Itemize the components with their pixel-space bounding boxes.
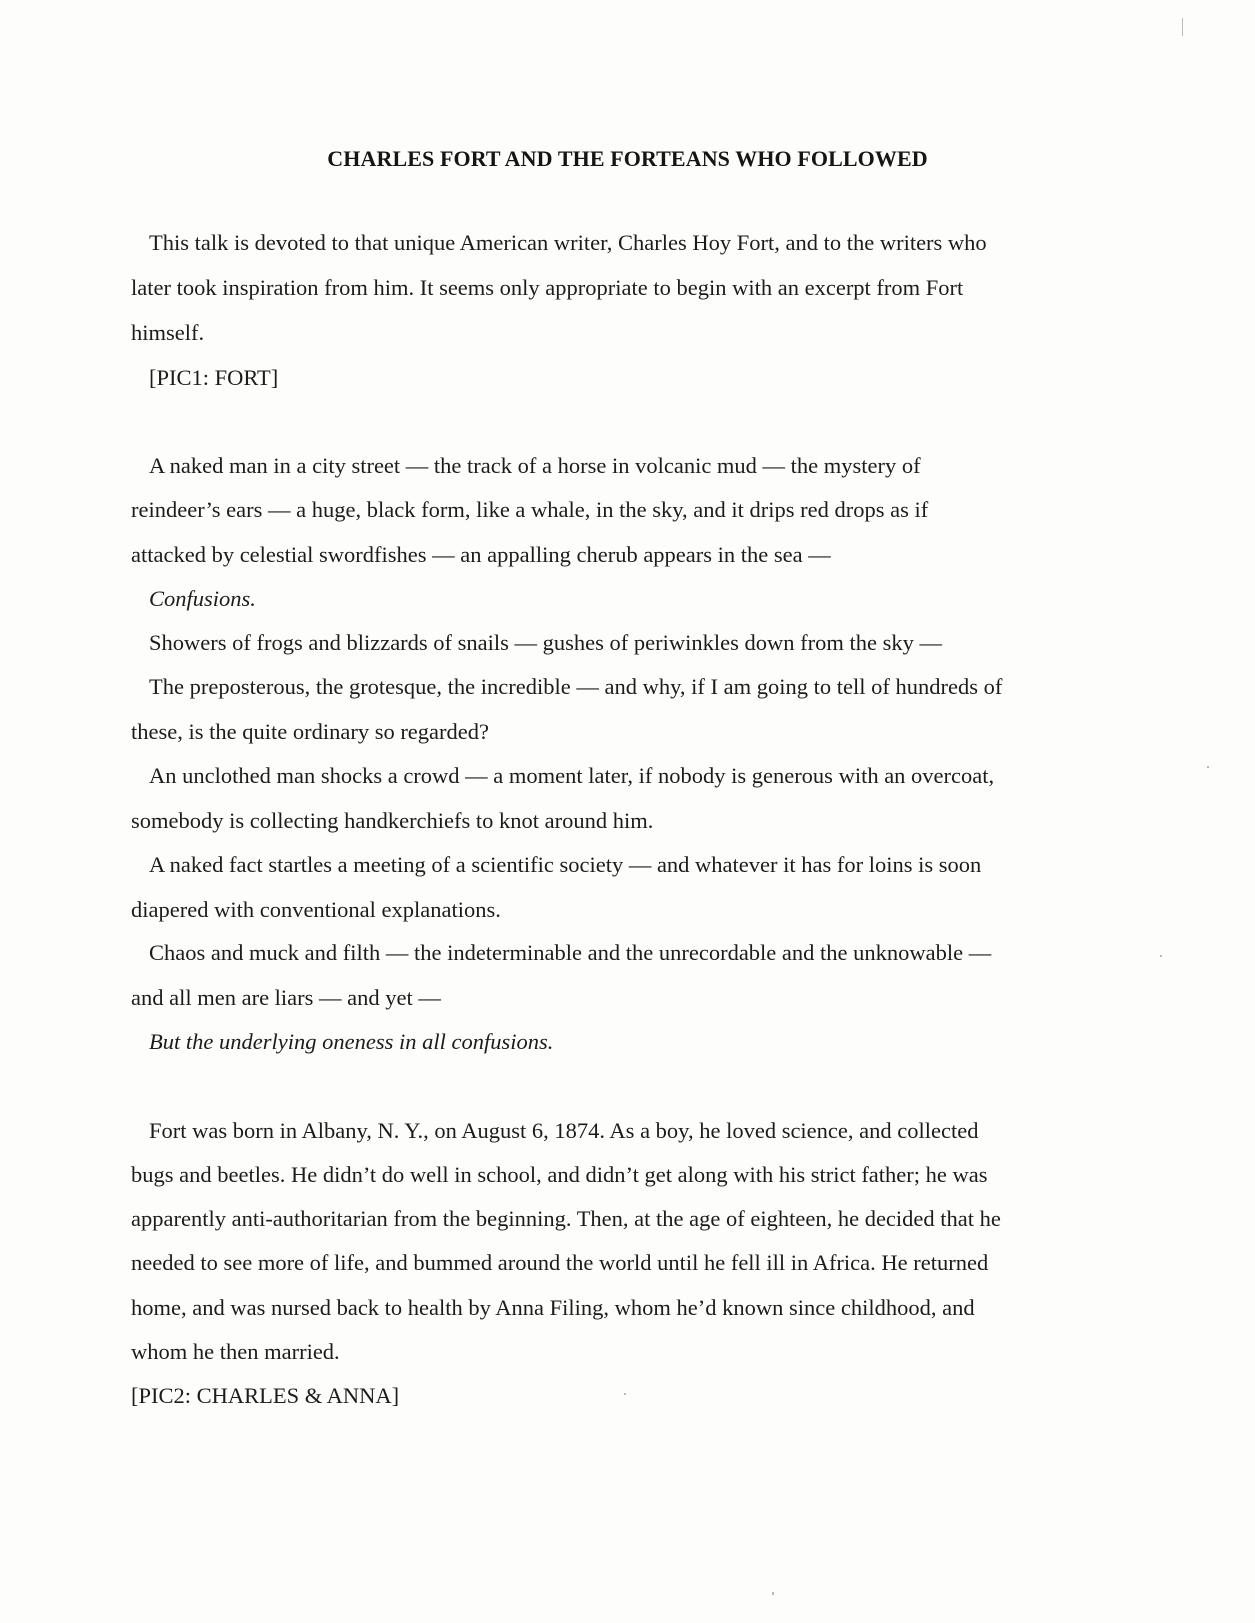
excerpt-line-10: A naked fact startles a meeting of a scientific society — and whatever it has for loins is soon [149,852,982,877]
pic2-placeholder: [PIC2: CHARLES & ANNA] [131,1383,400,1408]
scan-speck [624,1393,626,1395]
bio-line-6: whom he then married. [131,1339,340,1364]
excerpt-line-6: The preposterous, the grotesque, the incredible — and why, if I am going to tell of hundreds of [149,674,1003,699]
intro-line-1: This talk is devoted to that unique American writer, Charles Hoy Fort, and to the writers who [149,230,987,255]
bio-line-2: bugs and beetles. He didn’t do well in school, and didn’t get along with his strict father; he was [131,1162,988,1187]
excerpt-line-13: and all men are liars — and yet — [131,985,441,1010]
scan-speck [1207,766,1209,768]
scan-speck [1160,955,1162,957]
excerpt-line-1: A naked man in a city street — the track of a horse in volcanic mud — the mystery of [149,453,921,478]
excerpt-confusions: Confusions. [149,586,256,611]
excerpt-line-2: reindeer’s ears — a huge, black form, like a whale, in the sky, and it drips red drops as if [131,497,929,522]
excerpt-line-3: attacked by celestial swordfishes — an appalling cherub appears in the sea — [131,542,831,567]
bio-line-1: Fort was born in Albany, N. Y., on August 6, 1874. As a boy, he loved science, and collected [149,1118,979,1143]
scan-speck [772,1592,774,1595]
intro-line-3: himself. [131,320,205,345]
excerpt-line-11: diapered with conventional explanations. [131,897,501,922]
bio-line-3: apparently anti-authoritarian from the beginning. Then, at the age of eighteen, he decided that he [131,1206,1001,1231]
intro-line-2: later took inspiration from him. It seems only appropriate to begin with an excerpt from Fort [131,275,964,300]
excerpt-line-5: Showers of frogs and blizzards of snails — gushes of periwinkles down from the sky — [149,630,942,655]
excerpt-line-8: An unclothed man shocks a crowd — a moment later, if nobody is generous with an overcoat, [149,763,995,788]
document-title: CHARLES FORT AND THE FORTEANS WHO FOLLOWED [327,146,928,171]
bio-line-4: needed to see more of life, and bummed around the world until he fell ill in Africa. He returned [131,1250,989,1275]
scan-mark [1182,18,1183,36]
excerpt-line-9: somebody is collecting handkerchiefs to knot around him. [131,808,654,833]
excerpt-line-12: Chaos and muck and filth — the indeterminable and the unrecordable and the unknowable — [149,940,992,965]
pic1-placeholder: [PIC1: FORT] [149,365,279,390]
bio-line-5: home, and was nursed back to health by Anna Filing, whom he’d known since childhood, and [131,1295,975,1320]
excerpt-closing: But the underlying oneness in all confusions. [149,1029,554,1054]
excerpt-line-7: these, is the quite ordinary so regarded? [131,719,490,744]
